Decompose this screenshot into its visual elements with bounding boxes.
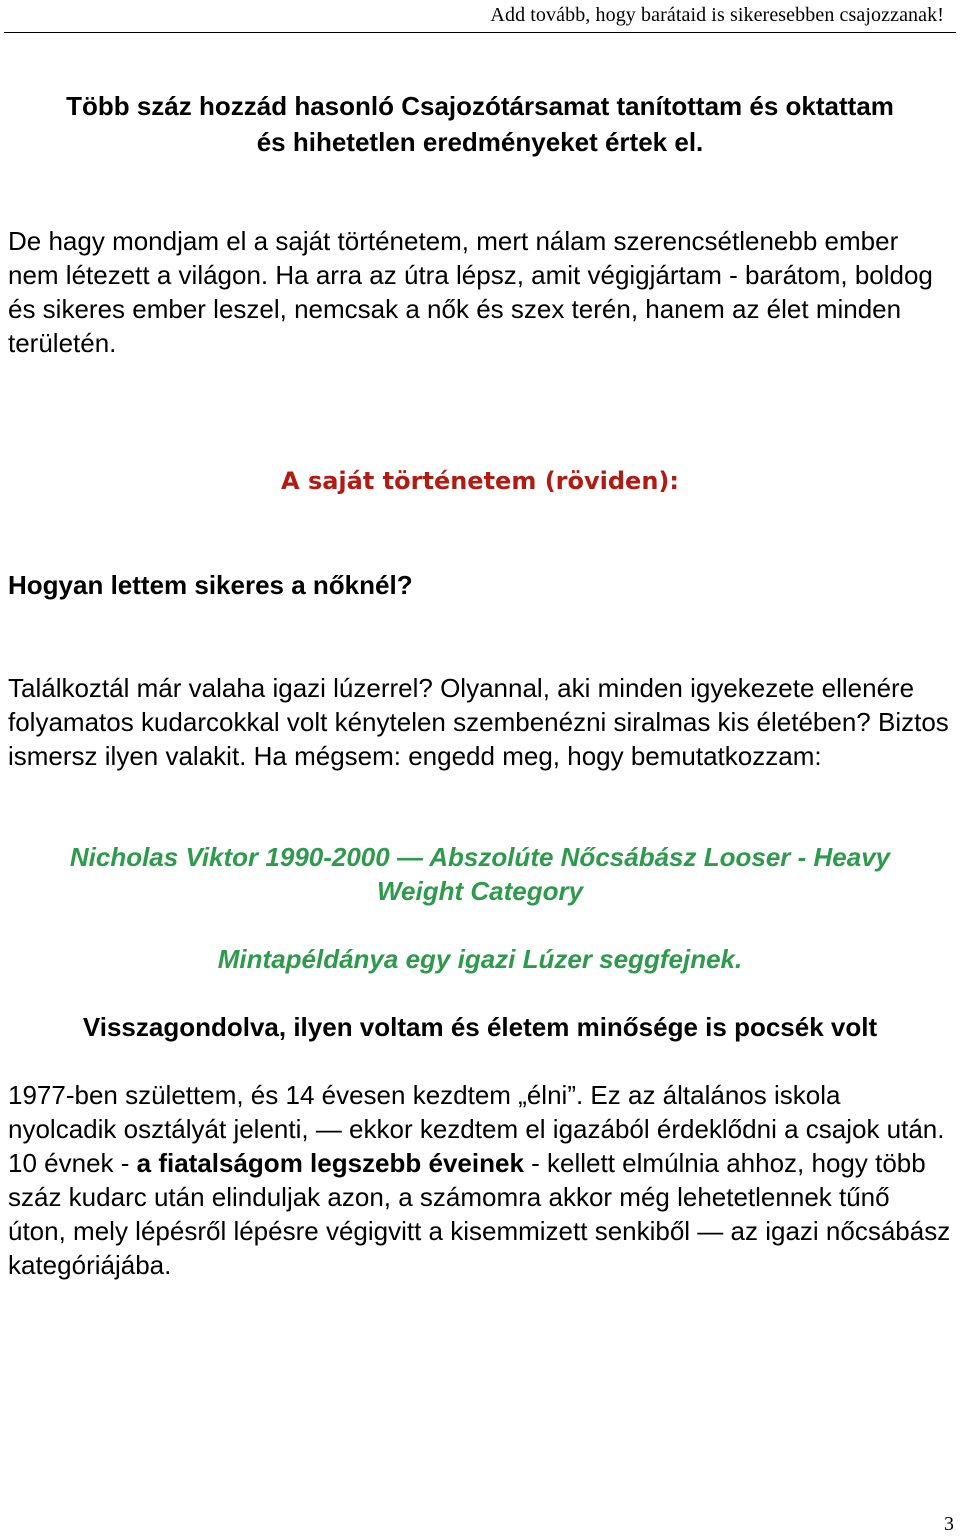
section-title: A saját történetem (röviden): <box>281 467 679 495</box>
story-text-1: 1977-ben születtem, és 14 évesen kezdtem „élni”. Ez az általános iskola nyolcadik osztályát jelenti, — ekkor kezdtem el igazából érdeklődni a csajok után. 10 évnek - <box>8 1080 945 1178</box>
green-title-line-1: Nicholas Viktor 1990-2000 — Abszolúte Nőcsábász Looser - Heavy <box>69 842 891 872</box>
green-title-line-2: Weight Category <box>376 876 584 906</box>
green-title <box>8 840 952 908</box>
intro-line-1: Több száz hozzád hasonló Csajozótársamat tanítottam és oktattam <box>66 91 894 121</box>
header-divider <box>4 32 956 33</box>
paragraph-loser: Találkoztál már valaha igazi lúzerrel? Olyannal, aki minden igyekezete ellenére folyamatos kudarcokkal volt kénytelen szembenézni siralmas kis életében? Biztos ismersz ilyen valakit. Ha mégsem: engedd meg, hogy bemutatkozzam: <box>8 673 949 771</box>
page-header: Add tovább, hogy barátaid is sikeresebben csajozzanak! <box>490 4 944 26</box>
paragraph-story <box>8 1078 952 1282</box>
reflection-heading: Visszagondolva, ilyen voltam és életem minősége is pocsék volt <box>82 1012 878 1042</box>
story-text-2: - kellett elmúlnia ahhoz, hogy több száz kudarc után elinduljak azon, a számomra akkor még lehetetlennek tűnő úton, mely lépésről lépésre végigvitt a kisemmizett senkiből — az igazi nőcsábász kategóriájába. <box>8 1148 951 1280</box>
page-number: 3 <box>944 1513 954 1535</box>
story-bold-text: a fiatalságom legszebb éveinek <box>136 1148 524 1178</box>
intro-line-2: és hihetetlen eredményeket értek el. <box>256 127 704 157</box>
green-subtitle: Mintapéldánya egy igazi Lúzer seggfejnek. <box>217 944 743 974</box>
subheading: Hogyan lettem sikeres a nőknél? <box>8 570 413 600</box>
intro-heading <box>4 88 956 160</box>
paragraph-intro: De hagy mondjam el a saját történetem, mert nálam szerencsétlenebb ember nem létezett a világon. Ha arra az útra lépsz, amit végigjártam - barátom, boldog és sikeres ember leszel, nemcsak a nők és szex terén, hanem az élet minden területén. <box>8 226 933 358</box>
